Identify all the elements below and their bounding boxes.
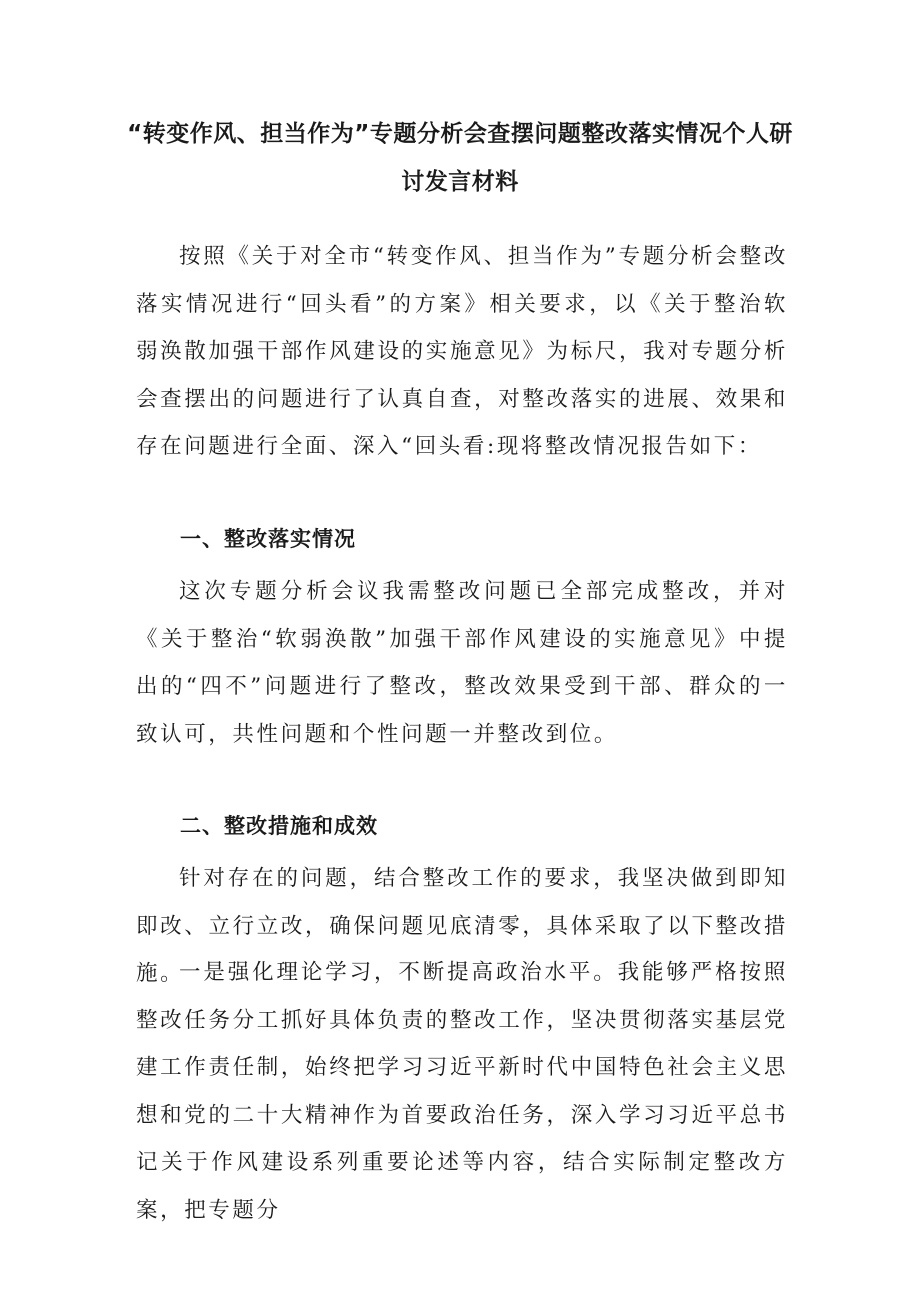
intro-paragraph: 按照《关于对全市“转变作风、担当作为”专题分析会整改落实情况进行“回头看”的方案》相关要求，以《关于整治软弱涣散加强干部作风建设的实施意见》为标尺，我对专题分析会查摆出的问题进行了认真自查，对整改落实的进展、效果和存在问题进行全面、深入“回头看:现将整改情况报告如下： [136, 244, 788, 459]
section-2-paragraph-1: 针对存在的问题，结合整改工作的要求，我坚决做到即知即改、立行立改，确保问题见底清零，具体采取了以下整改措施。 [136, 866, 788, 986]
section-heading-2: 二、整改措施和成效 [180, 814, 378, 838]
section-2-paragraph-2: 一是强化理论学习，不断提高政治水平。我能够严格按照整改任务分工抓好具体负责的整改工作，坚决贯彻落实基层党建工作责任制，始终把学习习近平新时代中国特色社会主义思想和党的二十大精神作为首要政治任务，深入学习习近平总书记关于作风建设系列重要论述等内容，结合实际制定整改方案，把专题分 [136, 960, 788, 1223]
section-heading-1: 一、整改落实情况 [180, 527, 356, 551]
document-title: “转变作风、担当作为”专题分析会查摆问题整改落实情况个人研讨发言材料 [127, 121, 793, 195]
section-1-paragraph-1: 这次专题分析会议我需整改问题已全部完成整改，并对《关于整治“软弱涣散”加强干部作风建设的实施意见》中提出的“四不”问题进行了整改，整改效果受到干部、群众的一致认可，共性问题和个性问题一并整改到位。 [136, 579, 788, 747]
